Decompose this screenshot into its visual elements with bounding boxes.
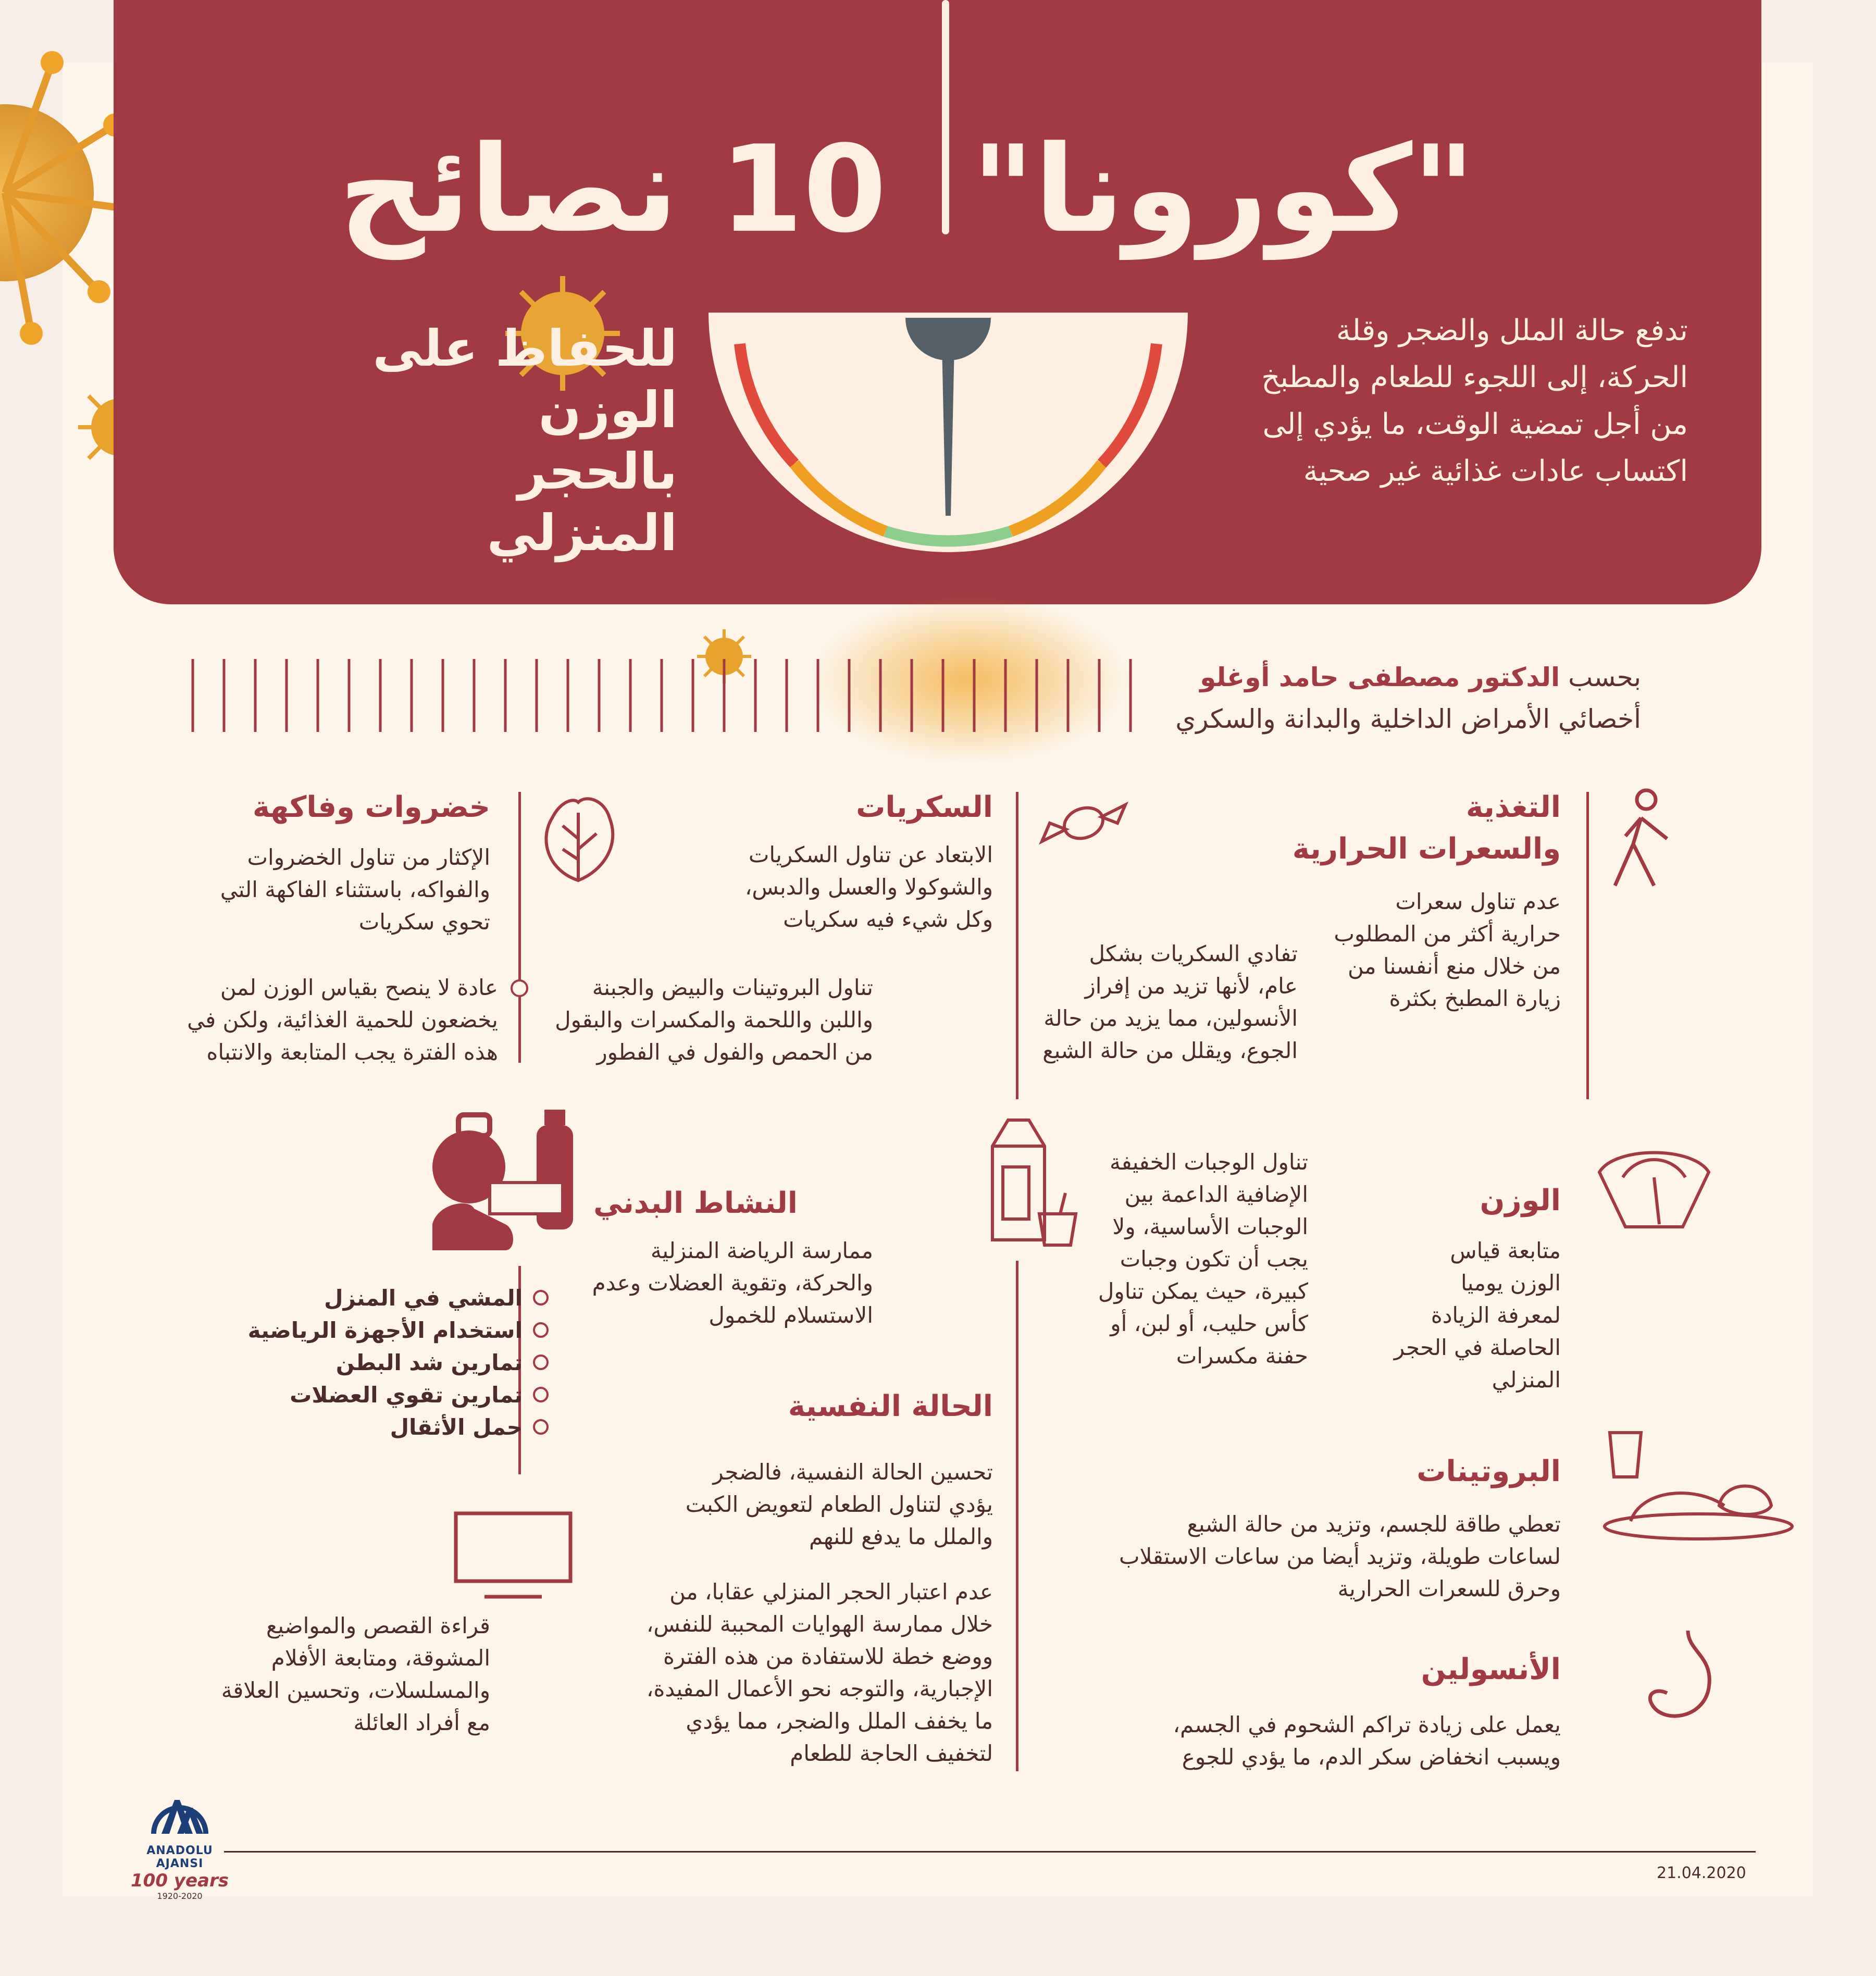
text-line: متابعة قياس: [1450, 1238, 1561, 1263]
diet-note-text: [123, 972, 498, 1068]
main-title: [0, 115, 1876, 266]
intro-text: [1214, 307, 1688, 495]
bullet-label: تمارين تقوي العضلات: [290, 1382, 523, 1408]
text-line: تعطي طاقة للجسم، وتزيد من حالة الشبع: [1187, 1511, 1561, 1537]
text-line: خلال ممارسة الهوايات المحببة للنفس،: [646, 1611, 993, 1637]
text-line: تفادي السكريات بشكل: [1089, 941, 1298, 966]
text-line: المشوقة، ومتابعة الأفلام: [271, 1645, 490, 1671]
text-line: لساعات طويلة، وتزيد أيضا من ساعات الاستقلاب: [1119, 1544, 1561, 1569]
proteins-text: [1092, 1508, 1561, 1605]
agency-years: 100 years: [131, 1870, 229, 1891]
activity-title: النشاط البدني: [593, 1186, 798, 1220]
text-line: ما يخفف الملل والضجر، مما يؤدي: [686, 1708, 993, 1734]
source-prefix: بحسب: [1560, 662, 1641, 692]
agency-logo: [130, 1782, 229, 1901]
text-line: كبيرة، حيث يمكن تناول: [1098, 1278, 1308, 1304]
snacks-text: [996, 1146, 1308, 1372]
text-line: والمسلسلات، وتحسين العلاقة: [221, 1677, 490, 1703]
text-line: وحرق للسعرات الحرارية: [1337, 1576, 1561, 1601]
proteins-title: البروتينات: [1417, 1455, 1561, 1488]
sugars-text: [628, 839, 993, 936]
insulin-text: [1092, 1709, 1561, 1773]
text-line: من الحمص والفول في الفطور: [597, 1039, 873, 1065]
text-line: لتخفيف الحاجة للطعام: [790, 1741, 993, 1766]
subtitle-line: للحفاظ على: [372, 319, 677, 378]
list-item: [184, 1411, 549, 1443]
walking-person-icon: [1605, 787, 1683, 891]
text-line: الإضافية الداعمة بين: [1124, 1182, 1308, 1207]
bullet-label: استخدام الأجهزة الرياضية: [247, 1317, 523, 1343]
text-line: تحوي سكريات: [358, 909, 490, 935]
proteins-note-text: [498, 972, 873, 1068]
agency-years-range: 1920-2020: [157, 1891, 203, 1901]
agency-name: ANADOLU AJANSI: [146, 1844, 213, 1870]
intro-line: اكتساب عادات غذائية غير صحية: [1303, 454, 1688, 488]
subtitle-line: المنزلي: [487, 504, 677, 562]
list-item: [184, 1314, 549, 1346]
text-line: الإكثار من تناول الخضروات: [247, 844, 490, 870]
bullet-dot: [533, 1290, 549, 1306]
insulin-title: الأنسولين: [1421, 1652, 1561, 1686]
meal-plate-icon: [1599, 1427, 1797, 1542]
text-line: مع أفراد العائلة: [353, 1710, 490, 1735]
text-line: يعمل على زيادة تراكم الشحوم في الجسم،: [1173, 1712, 1561, 1737]
text-line: الوزن يوميا: [1461, 1270, 1561, 1296]
intro-line: تدفع حالة الملل والضجر وقلة: [1336, 314, 1688, 347]
scale-icon: [1594, 1146, 1714, 1229]
publish-date: 21.04.2020: [1657, 1864, 1746, 1882]
text-line: والملل ما يدفع للنهم: [809, 1524, 993, 1549]
text-line: الاستسلام للخمول: [709, 1302, 873, 1328]
text-line: من خلال منع أنفسنا من: [1348, 953, 1561, 979]
bullet-label: المشي في المنزل: [324, 1285, 523, 1311]
bullet-dot: [533, 1322, 549, 1338]
source-doctor: الدكتور مصطفى حامد أوغلو: [1200, 662, 1560, 692]
psychology-text: [618, 1456, 993, 1553]
text-line: يؤدي لتناول الطعام لتعويض الكبت: [685, 1492, 993, 1517]
nutrition-title: [1196, 787, 1561, 870]
footer-rule: [224, 1851, 1756, 1853]
list-item: [184, 1282, 549, 1314]
lettuce-icon: [537, 792, 620, 886]
sugars-title: السكريات: [856, 790, 993, 824]
agency-logo-icon: [148, 1782, 211, 1839]
subtitle: [365, 318, 677, 564]
source-credit: [1136, 656, 1641, 740]
text-line: الإجبارية، والتوجه نحو الأعمال المفيدة،: [646, 1676, 993, 1701]
text-line: لمعرفة الزيادة: [1431, 1302, 1561, 1328]
activity-bullet-list: [184, 1282, 549, 1443]
list-item: [184, 1346, 549, 1378]
source-doctor-line: [1136, 656, 1641, 698]
bullet-label: حمل الأثقال: [390, 1414, 523, 1440]
text-line: يخضعون للحمية الغذائية، ولكن في: [187, 1007, 498, 1033]
text-line: المنزلي: [1492, 1367, 1561, 1393]
text-line: ووضع خطة للاستفادة من هذه الفترة: [663, 1644, 993, 1669]
weight-gauge-icon: [709, 313, 1188, 552]
diet-note-marker: [511, 979, 528, 997]
text-line: تحسين الحالة النفسية، فالضجر: [713, 1459, 993, 1485]
nutrition-title-line: التغذية: [1465, 790, 1561, 824]
bullet-dot: [533, 1354, 549, 1370]
text-line: والفواكه، باستثناء الفاكهة التي: [220, 877, 490, 902]
text-line: زيارة المطبخ بكثرة: [1389, 986, 1561, 1011]
text-line: عام، لأنها تزيد من إفراز: [1085, 973, 1298, 999]
vegetables-title: خضروات وفاكهة: [252, 790, 490, 824]
sugars-extra-text: [933, 938, 1298, 1067]
bullet-dot: [533, 1387, 549, 1402]
stomach-icon: [1641, 1625, 1719, 1730]
text-line: عادة لا ينصح بقياس الوزن لمن: [220, 975, 498, 1000]
text-line: وكل شيء فيه سكريات: [783, 906, 993, 932]
text-line: الجوع، ويقلل من حالة الشبع: [1042, 1038, 1298, 1063]
text-line: والشوكولا والعسل والدبس،: [744, 874, 993, 900]
text-line: ممارسة الرياضة المنزلية: [650, 1238, 873, 1263]
psychology-title: الحالة النفسية: [788, 1389, 993, 1423]
tv-icon: [453, 1511, 573, 1599]
activity-text: [498, 1235, 873, 1332]
bullet-label: تمارين شد البطن: [336, 1349, 523, 1375]
text-line: ويسبب انخفاض سكر الدم، ما يؤدي للجوع: [1182, 1744, 1561, 1770]
text-line: تناول البروتينات والبيض والجبنة: [592, 975, 873, 1000]
tv-text: [115, 1610, 490, 1739]
text-line: حفنة مكسرات: [1176, 1343, 1308, 1369]
title-corona: "كورونا": [972, 120, 1475, 259]
text-line: الابتعاد عن تناول السكريات: [748, 842, 993, 867]
subtitle-line: الوزن بالحجر: [517, 381, 677, 501]
intro-line: الحركة، إلى اللجوء للطعام والمطبخ: [1261, 361, 1688, 394]
text-line: عدم اعتبار الحجر المنزلي عقابا، من: [669, 1579, 993, 1605]
psychology-extra-text: [597, 1576, 993, 1770]
column-rule: [1586, 792, 1589, 1099]
title-tips: 10 نصائح: [339, 120, 887, 259]
candy-icon: [1037, 792, 1130, 854]
source-specialty: أخصائي الأمراض الداخلية والبدانة والسكري: [1175, 704, 1641, 734]
bullet-dot: [533, 1419, 549, 1435]
text-line: عدم تناول سعرات: [1395, 889, 1561, 914]
text-line: واللبن واللحمة والمكسرات والبقول: [555, 1007, 873, 1033]
tick-strip: [188, 659, 1141, 732]
intro-line: من أجل تمضية الوقت، ما يؤدي إلى: [1262, 407, 1688, 441]
text-line: قراءة القصص والمواضيع: [266, 1613, 490, 1638]
text-line: الحاصلة في الحجر: [1394, 1335, 1561, 1360]
weight-title: الوزن: [1480, 1184, 1561, 1217]
text-line: حرارية أكثر من المطلوب: [1334, 921, 1561, 947]
text-line: كأس حليب، أو لبن، أو: [1110, 1311, 1308, 1336]
vegetables-text: [126, 841, 490, 938]
nutrition-title-line: والسعرات الحرارية: [1292, 832, 1561, 866]
text-line: تناول الوجبات الخفيفة: [1109, 1149, 1308, 1175]
text-line: والحركة، وتقوية العضلات وعدم: [592, 1270, 873, 1296]
text-line: الأنسولين، مما يزيد من حالة: [1043, 1005, 1298, 1031]
text-line: الوجبات الأساسية، ولا: [1112, 1214, 1308, 1239]
weight-text: [1300, 1235, 1561, 1396]
list-item: [184, 1378, 549, 1411]
text-line: يجب أن تكون وجبات: [1120, 1246, 1308, 1272]
text-line: هذه الفترة يجب المتابعة والانتباه: [206, 1039, 498, 1065]
